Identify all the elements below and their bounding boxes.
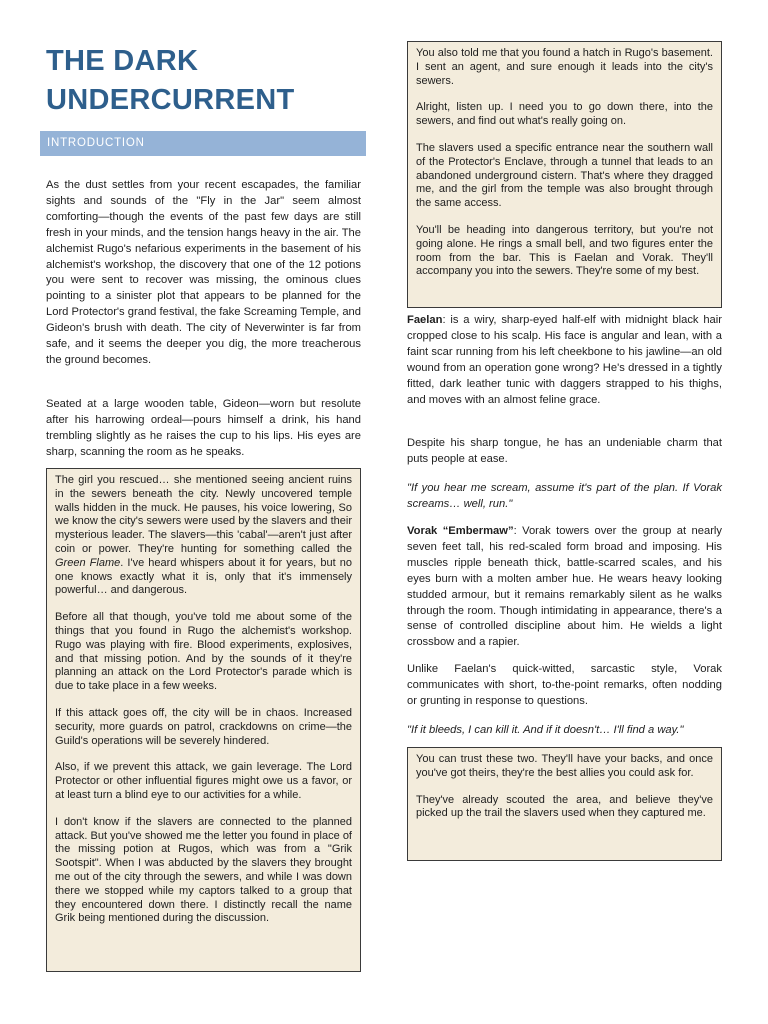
- box1-paragraph-2: Before all that though, you've told me about some of the things that you found in Rugo the alchemist's workshop. Rugo was playing with fire. Blood experiments, explosives, and that missing potion. And by the sounds of it they're planning an attack on the Lord Protector's parade which is due to take place in a few weeks.: [55, 611, 352, 693]
- page-title: [46, 42, 366, 120]
- box2-paragraph-4: You'll be heading into dangerous territory, but you're not going alone. He rings a small bell, and two figures enter the room from the bar. This is Faelan and Vorak. They'll accompany you into the sewers. They're some of my best.: [416, 223, 713, 278]
- box1-paragraph-3: If this attack goes off, the city will be in chaos. Increased security, more guards on patrol, crackdowns on crime—the Guild's operations will be severely hindered.: [55, 706, 352, 747]
- title-line-1: THE DARK: [46, 45, 199, 77]
- boxed-text-gideon-1: [46, 468, 361, 972]
- vorak-name: Vorak “Embermaw”: [407, 525, 514, 537]
- faelan-quote: "If you hear me scream, assume it's part of the plan. If Vorak screams… well, run.": [407, 482, 722, 510]
- vorak-description: Vorak “Embermaw”: Vorak towers over the group at nearly seven feet tall, his red-scaled form broad and imposing. His muscles ripple beneath thick, battle-scarred scales, and his eyes burn with a molten amber hue. He wears heavy looking studded armour, but it remains remarkably silent as he walks through the room. Though intimidating in appearance, there's a sense of controlled discipline about him. He wields a light crossbow and a rapier.: [407, 525, 723, 649]
- box2-paragraph-2: Alright, listen up. I need you to go down there, into the sewers, and find out what's really going on.: [416, 101, 713, 128]
- box2-paragraph-1: You also told me that you found a hatch in Rugo's basement. I sent an agent, and sure enough it leads into the city's sewers.: [416, 47, 713, 87]
- faelan-paragraph-2: Despite his sharp tongue, he has an undeniable charm that puts people at ease.: [407, 437, 722, 465]
- faelan-name: Faelan: [407, 314, 443, 326]
- green-flame-term: Green Flame: [55, 556, 121, 569]
- box3-paragraph-1: You can trust these two. They'll have your backs, and once you've got theirs, they're the best allies you could ask for.: [416, 753, 713, 779]
- box1-paragraph-4: Also, if we prevent this attack, we gain leverage. The Lord Protector or other influential figures might owe us a favor, or at least turn a blind eye to our activities for a while.: [55, 761, 352, 801]
- box1-paragraph-1: The girl you rescued… she mentioned seeing ancient ruins in the sewers beneath the city. Newly uncovered temple walls hidden in the muck. He pauses, his voice lowering, So we know the city's sewers were used by the slavers and their mysterious leader. The slavers—this 'cabal'—aren't just after coin or power. They're hunting for something called the Green Flame. I've heard whispers about it for years, but no one knows exactly what it is, only that it's immensely powerful… and dangerous.: [55, 474, 352, 597]
- intro-paragraph-2: Seated at a large wooden table, Gideon—worn but resolute after his harrowing ordeal—pours himself a drink, his hand trembling slightly as he raises the cup to his lips. His eyes are sharp, scanning the room as he speaks.: [46, 398, 361, 458]
- title-line-2: UNDERCURRENT: [46, 84, 295, 116]
- intro-paragraph-1: As the dust settles from your recent escapades, the familiar sights and sounds of the "Fly in the Jar" seem almost comforting—though the events of the past few days are still fresh in your minds, and the tension hangs heavy in the air. The alchemist Rugo's nefarious experiments in the basement of his alchemist's workshop, the discovery that one of the 12 potions you were sent to recover was missing, the ominous clues pointing to a sinister plot that appears to be planned for the Lord Protector's grand festival, the fake Screaming Temple, and Gideon's brush with death. The city of Neverwinter is far from safe, and it seems the deeper you dig, the more treacherous the ground becomes.: [46, 179, 361, 366]
- box3-paragraph-2: They've already scouted the area, and believe they've picked up the trail the slavers used when they captured me.: [416, 793, 713, 820]
- section-header-introduction: INTRODUCTION: [40, 131, 366, 156]
- faelan-description: Faelan: is a wiry, sharp-eyed half-elf with midnight black hair cropped close to his scalp. His face is angular and lean, with a faint scar running from his left cheekbone to his jawline—an old wound from an operation gone wrong? He's dressed in a tightly fitted, dark leather tunic with daggers strapped to his thighs, and moves with an almost feline grace.: [407, 314, 722, 406]
- boxed-text-gideon-3: [407, 747, 722, 861]
- box1-paragraph-5: I don't know if the slavers are connected to the planned attack. But you've showed me the letter you found in place of the missing potion at Rugos, which was from a "Grik Sootspit". When I was abducted by the slavers they brought me out of the city through the sewers, and while I was down there we stopped while my captors talked to a group that they encountered down there. I distinctly recall the name Grik being mentioned during the discussion.: [55, 815, 352, 925]
- boxed-text-gideon-2: [407, 41, 722, 308]
- vorak-paragraph-2: Unlike Faelan's quick-witted, sarcastic style, Vorak communicates with short, to-the-point remarks, often nodding or grunting in response to questions.: [407, 663, 722, 707]
- box2-paragraph-3: The slavers used a specific entrance near the southern wall of the Protector's Enclave, through a tunnel that leads to an abandoned underground cistern. That's where they dragged me, and the girl from the temple was also brought through the same access.: [416, 141, 713, 210]
- vorak-quote: "If it bleeds, I can kill it. And if it doesn't… I'll find a way.": [407, 724, 684, 736]
